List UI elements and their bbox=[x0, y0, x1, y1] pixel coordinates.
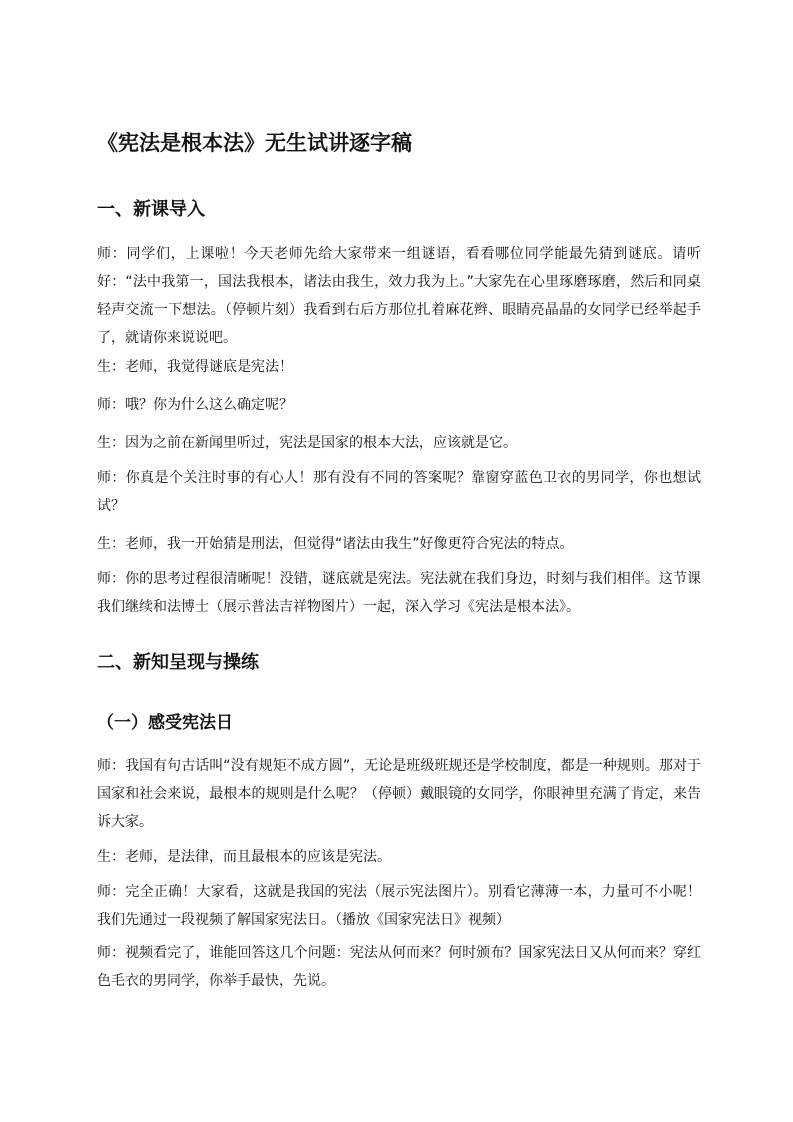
paragraph: 师：我国有句古话叫“没有规矩不成方圆”，无论是班级班规还是学校制度，都是一种规则。那对于国家和社会来说，最根本的规则是什么呢？（停顿）戴眼镜的女同学，你眼神里充满了肯定，来告诉大家。 bbox=[97, 758, 701, 830]
paragraph: 师：哦？你为什么这么确定呢？ bbox=[97, 397, 293, 413]
subsection-heading-constitution-day: （一）感受宪法日 bbox=[97, 713, 233, 733]
paragraph: 生：因为之前在新闻里听过，宪法是国家的根本大法，应该就是它。 bbox=[97, 435, 517, 451]
document-title: 《宪法是根本法》无生试讲逐字稿 bbox=[97, 131, 412, 155]
paragraph: 生：老师，是法律，而且最根本的应该是宪法。 bbox=[97, 849, 391, 865]
paragraph: 师：同学们，上课啦！今天老师先给大家带来一组谜语，看看哪位同学能最先猜到谜底。请听好：“法中我第一，国法我根本，诸法由我生，效力我为上。”大家先在心里琢磨琢磨，然后和同桌轻声交流一下想法。（停顿片刻）我看到右后方那位扎着麻花辫、眼睛亮晶晶的女同学已经举起手了，就请你来说说吧。 bbox=[97, 246, 701, 346]
section-heading-new-knowledge: 二、新知呈现与操练 bbox=[97, 652, 259, 673]
paragraph: 师：你真是个关注时事的有心人！那有没有不同的答案呢？靠窗穿蓝色卫衣的男同学，你也想试试？ bbox=[97, 470, 701, 514]
paragraph: 师：你的思考过程很清晰呢！没错，谜底就是宪法。宪法就在我们身边，时刻与我们相伴。这节课我们继续和法博士（展示普法吉祥物图片）一起，深入学习《宪法是根本法》。 bbox=[97, 571, 701, 615]
paragraph: 生：老师，我一开始猜是刑法，但觉得“诸法由我生”好像更符合宪法的特点。 bbox=[97, 536, 574, 552]
paragraph: 师：视频看完了，谁能回答这几个问题：宪法从何而来？何时颁布？国家宪法日又从何而来？穿红色毛衣的男同学，你举手最快，先说。 bbox=[97, 945, 701, 989]
paragraph: 生：老师，我觉得谜底是宪法！ bbox=[97, 359, 293, 375]
paragraph: 师：完全正确！大家看，这就是我国的宪法（展示宪法图片）。别看它薄薄一本，力量可不小呢！我们先通过一段视频了解国家宪法日。（播放《国家宪法日》视频） bbox=[97, 884, 701, 928]
section-heading-intro: 一、新课导入 bbox=[97, 199, 205, 220]
